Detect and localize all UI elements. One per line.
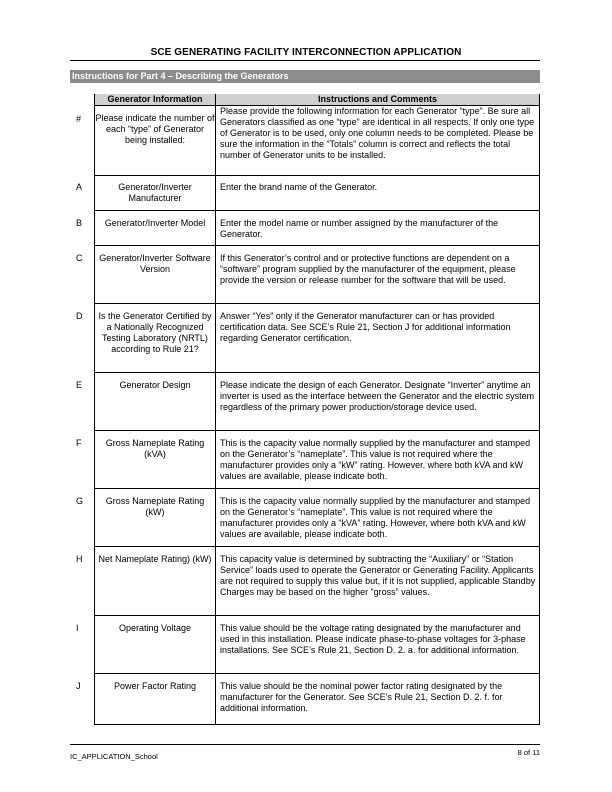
row-text: Answer “Yes” only if the Generator manufacturer can or has provided certification data. See SCE’s Rule 21, Section J for additional information regarding Generator certification. [220, 311, 511, 343]
row-text: Enter the model name or number assigned by the manufacturer of the Generator. [220, 218, 499, 239]
col-header-instructions: Instructions and Comments [216, 94, 539, 105]
row-info: Is the Generator Certified by a Nationally Recognized Testing Laboratory (NRTL) according to Rule 21? [98, 311, 212, 354]
row-key: H [76, 554, 83, 564]
row-info: Generator/Inverter Software Version [99, 253, 211, 274]
footer-rule [70, 744, 540, 745]
row-text: This capacity value is determined by subtracting the “Auxiliary” or “Station Service” loads used to operate the Generator or Generating Facility. Applicants are not required to supply this value but, if it is not supplied, applicable Standby Charges may be based on the higher “gross” values. [220, 554, 536, 597]
row-divider [94, 372, 540, 373]
row-text: This is the capacity value normally supplied by the manufacturer and stamped on the Generator’s “nameplate”. This value is not required where the manufacturer provides only a “kW” rating. However, where both kVA and kW values are available, please indicate both. [220, 438, 531, 481]
row-text: Please indicate the design of each Generator. Designate “Inverter” anytime an inverter is used as the interface between the Generator and the electric system regardless of the primary power production/storage device used. [220, 380, 535, 412]
row-divider [94, 546, 540, 547]
row-text: This is the capacity value normally supplied by the manufacturer and stamped on the Generator’s “nameplate”. This value is not required where the manufacturer provides only a “kVA” rating. However, where both kVA and kW values are available, please indicate both. [220, 496, 531, 539]
row-key: I [76, 623, 79, 633]
row-text: This value should be the nominal power factor rating designated by the manufacturer for the Generator. See SCE’s Rule 21, Section D. 2. f. for additional information. [220, 681, 503, 713]
row-divider [94, 303, 540, 304]
row-text: Please provide the following information for each Generator “type”. Be sure all Generators classified as one “type” are identical in all respects. If only one type of Generator is to be used, only one column needs to be completed. Please be sure the information in the “Totals” column is correct and reflects the total number of Generator units to be installed. [220, 106, 535, 160]
row-info: Generator/Inverter Model [104, 218, 206, 228]
row-info: Gross Nameplate Rating (kW) [105, 496, 205, 517]
row-key: A [76, 182, 83, 192]
title-rule [70, 60, 540, 61]
row-key: C [76, 253, 83, 263]
column-divider [215, 94, 216, 725]
document-title: SCE GENERATING FACILITY INTERCONNECTION APPLICATION [150, 47, 462, 58]
row-info: Generator Design [119, 380, 191, 390]
row-info: Net Nameplate Rating) (kW) [98, 554, 212, 564]
row-key: G [76, 496, 84, 506]
row-divider [94, 673, 540, 674]
row-key: F [76, 438, 82, 448]
row-info: Gross Nameplate Rating (kVA) [105, 438, 205, 459]
row-text: This value should be the voltage rating designated by the manufacturer and used in this installation. Please indicate phase-to-phase voltages for 3-phase installations. See SCE’s Rule 21, Section D. 2. a. for additional information. [220, 623, 526, 655]
row-key: # [76, 114, 82, 124]
row-info: Power Factor Rating [113, 681, 197, 691]
page-number: 8 of 11 [517, 748, 540, 757]
row-info: Operating Voltage [118, 623, 192, 633]
row-divider [94, 245, 540, 246]
row-info: Please indicate the number of each “type” of Generator being installed: [95, 113, 215, 145]
row-divider [94, 175, 540, 176]
row-divider [94, 210, 540, 211]
row-key: B [76, 218, 83, 228]
row-divider [94, 488, 540, 489]
footer-label: IC_APPLICATION_School [70, 752, 158, 761]
row-key: E [76, 380, 83, 390]
row-text: If this Generator’s control and or protective functions are dependent on a “software” program supplied by the manufacturer of the equipment, please provide the version or release number for the software that will be used. [220, 253, 516, 285]
row-text: Enter the brand name of the Generator. [220, 182, 378, 192]
row-key: D [76, 311, 83, 321]
section-heading: Instructions for Part 4 – Describing the Generators [70, 70, 540, 83]
row-divider [94, 615, 540, 616]
row-key: J [76, 681, 81, 691]
row-info: Generator/Inverter Manufacturer [118, 182, 192, 203]
row-divider [94, 430, 540, 431]
col-header-generator-info: Generator Information [95, 94, 215, 105]
